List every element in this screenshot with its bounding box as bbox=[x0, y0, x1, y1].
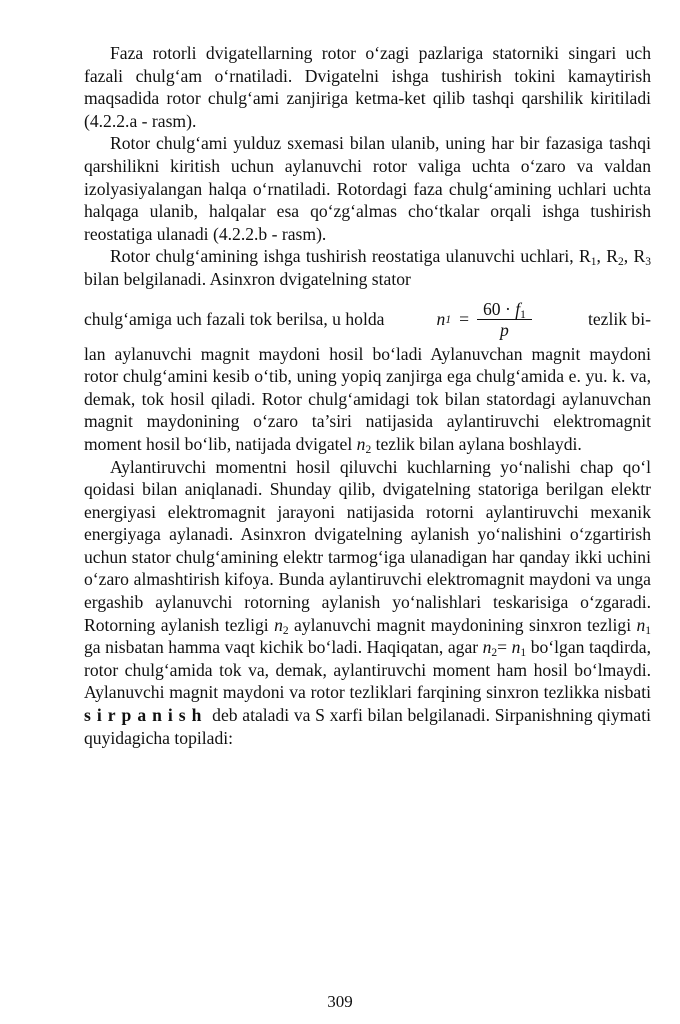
page-number: 309 bbox=[327, 992, 353, 1011]
term-sirpanish: sirpanish bbox=[84, 705, 208, 726]
synchronous-speed-formula: n 1 = $\frac{60 \cdot f_1}{p}$ bbox=[437, 299, 532, 340]
paragraph-3: Rotor chulg‘amining ishga tushirish reostatiga ulanuvchi uchlari, $R_1$, $R_2$, $R_3$ bilan belgilanadi. Asinxron dvigatelning stator bbox=[84, 246, 652, 289]
formula-fraction: $\frac{60 \cdot f_1}{p}$ bbox=[477, 299, 532, 340]
paragraph-2: Rotor chulg‘ami yulduz sxemasi bilan ulanib, uning har bir fazasiga tashqi qarshilikni kiritish uchun aylanuvchi rotor valiga uchta o‘zaro va valdan izolyasiyalangan halqa o‘rnatiladi. Rotordagi faza chulg‘amining uchlari uchta halqaga ulanib, halqalar esa qo‘zg‘almas cho‘tkalar orqali ishga tushirish reostatiga ulanadi (4.2.2.b - rasm). bbox=[84, 133, 651, 244]
paragraph-3-continued: lan aylanuvchi magnit maydoni hosil bo‘ladi Aylanuvchan magnit maydoni rotor chulg‘amini kesib o‘tib, uning yopiq zanjirga ega chulg‘amida e. yu. k. va, demak, tok hosil qiladi. Rotor chulg‘amidagi tok bilan statordagi aylanuvchan magnit maydonining o‘zaro ta’siri natijasida aylantiruvchi elektromagnit moment hosil bo‘lib, natijada dvigatel $n_2$ tezlik bilan aylana boshlaydi. bbox=[84, 343, 651, 456]
formula-post-text: tezlik bi- bbox=[587, 309, 651, 330]
formula-line bbox=[84, 297, 651, 343]
paragraph-1: Faza rotorli dvigatellarning rotor o‘zagi pazlariga statorniki singari uch fazali chulg‘am o‘rnatiladi. Dvigatelni ishga tushirish tokini kamaytirish maqsadida rotor chulg‘ami zanjiriga ketma-ket qilib tashqi qarshilik kiritiladi (4.2.2.a - rasm). bbox=[84, 43, 651, 131]
paragraph-4: Aylantiruvchi momentni hosil qiluvchi kuchlarning yo‘nalishi chap qo‘l qoidasi bilan aniqlanadi. Shunday qilib, dvigatelning statoriga berilgan elektr energiyasi elektromagnit jarayoni natijasida rotorni aylantiruvchi mexanik energiyaga aylanadi. Asinxron dvigatelning aylanish yo‘nalishini o‘zgartirish uchun stator chulg‘amining elektr tarmog‘iga ulanadigan har qanday ikki uchini o‘zaro almashtirish kifoya. Bunda aylantiruvchi elektromagnit maydoni va unga ergashib aylanuvchi rotorning aylanish yo‘nalishlari teskarisiga o‘zgaradi. Rotorning aylanish tezligi $n_2$ aylanuvchi magnit maydonining sinxron tezligi $n_1$ ga nisbatan hamma vaqt kichik bo‘ladi. Haqiqatan, agar $n_2= n_1$ bo‘lgan taqdirda, rotor chulg‘amida tok va, demak, aylantiruvchi moment ham hosil bo‘lmaydi. Aylanuvchi magnit maydoni va rotor tezliklari farqining sinxron tezlikka nisbati sirpanish deb ataladi va S xarfi bilan belgilanadi. Sirpanishning qiymati quyidagicha topiladi: bbox=[84, 456, 651, 748]
body-text bbox=[84, 42, 651, 749]
formula-pre-text: chulg‘amiga uch fazali tok berilsa, u holda bbox=[84, 309, 385, 330]
